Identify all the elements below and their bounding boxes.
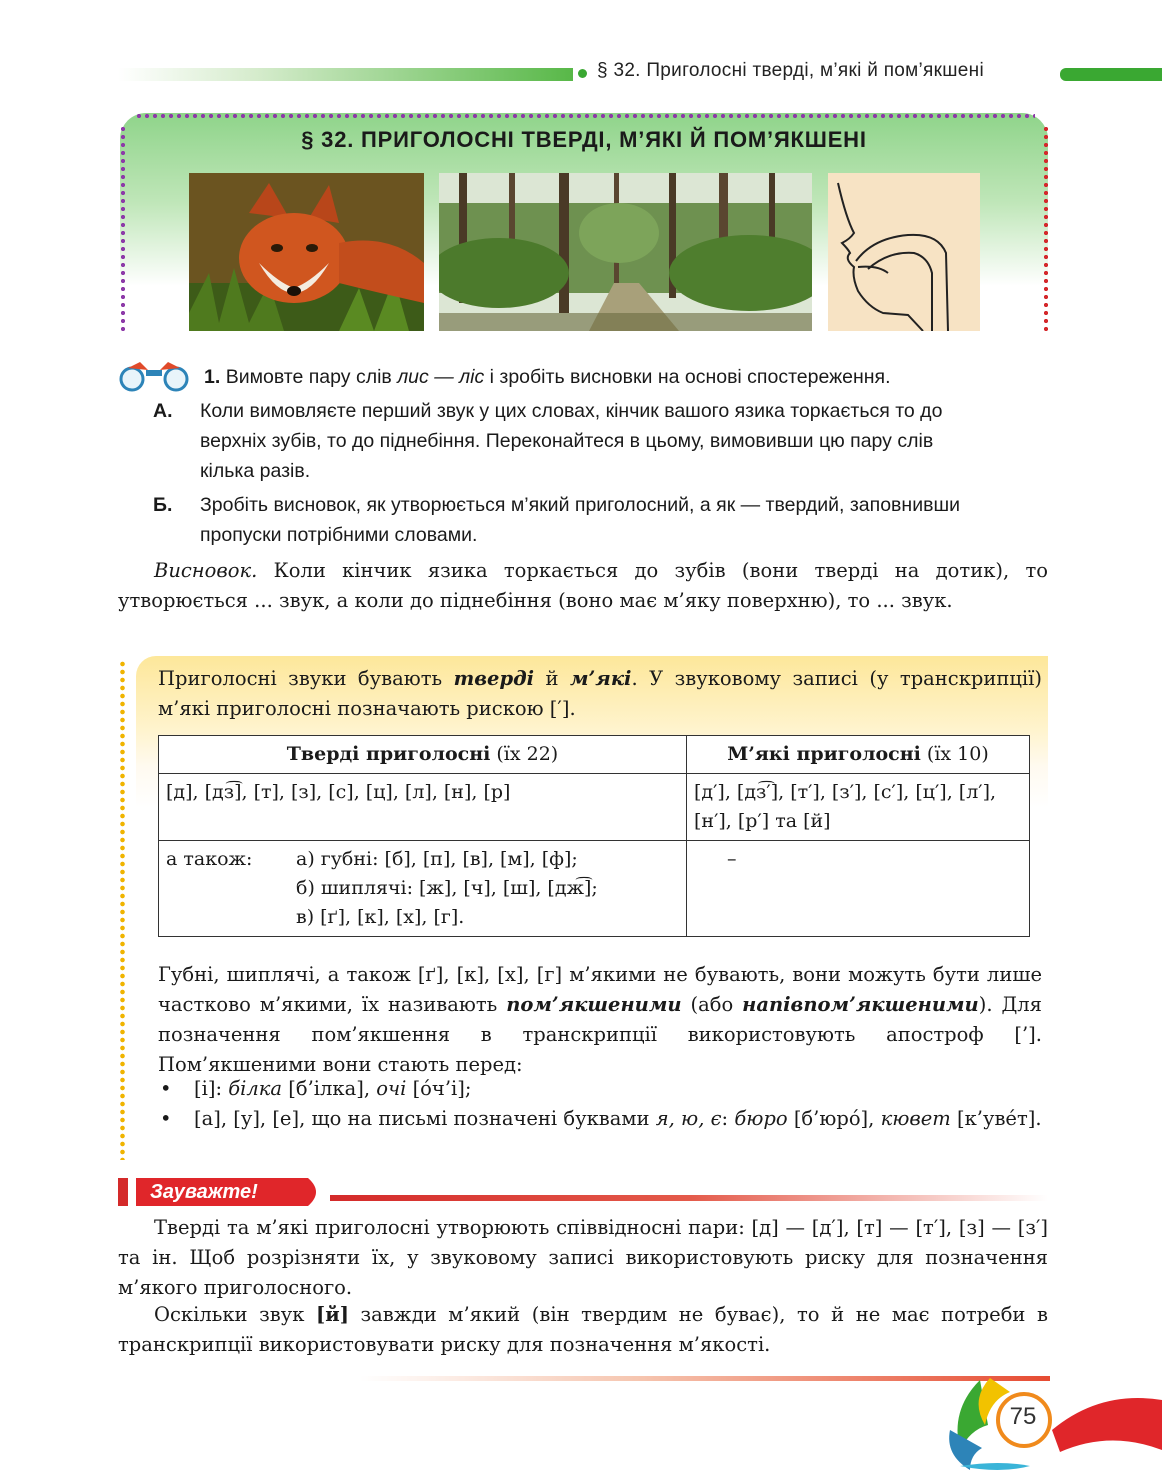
example-word: очі	[376, 1077, 407, 1100]
exercise-intro-text-2: і зробіть висновки на основі спостереження.	[489, 366, 891, 388]
bullet2-sounds: [а], [у], [е], що на письмі позначені буквами	[194, 1107, 650, 1130]
exercise-number: 1.	[204, 366, 221, 388]
hard-consonants-list: [д], [дз͡], [т], [з], [с], [ц], [л], [н], [р]	[159, 774, 687, 841]
also-consonants-cell	[159, 841, 687, 937]
exercise-1-intro	[204, 362, 891, 392]
running-header: § 32. Приголосні тверді, м’які й пом’якшені	[597, 60, 984, 81]
rule-intro-text: Приголосні звуки бувають	[158, 667, 443, 690]
header-decor-bar-right	[1060, 68, 1162, 81]
conclusion-paragraph	[118, 556, 1048, 616]
exercise-intro-text: Вимовте пару слів	[225, 366, 392, 388]
soft-consonants-header	[687, 736, 1030, 774]
note-paragraph-1: Тверді та м’які приголосні утворюють співвідносні пари: [д] — [д′], [т] — [т′], [з] — [з′] та ін. Щоб розрізняти їх, у звуковому записі використовують риску для позначення м’якого приголосного.	[118, 1216, 1048, 1299]
header-bullet-dot	[578, 69, 587, 78]
consonants-table	[158, 735, 1030, 937]
velar-consonants: в) [ґ], [к], [х], [г].	[296, 906, 465, 928]
term-hard: тверді	[453, 667, 535, 690]
title-panel-dotted-border-left	[121, 125, 125, 335]
table-row	[159, 841, 1030, 937]
binoculars-icon	[118, 360, 190, 392]
also-label: а також:	[166, 848, 253, 870]
rule-text-1: Губні, шиплячі, а також [ґ], [к], [х], [г] м’якими не бувають, вони можуть бути лише частково м’якими, їх називають	[158, 963, 1042, 1016]
table-header-row	[159, 736, 1030, 774]
note-divider	[330, 1195, 1048, 1201]
rule-intro-text-2: . У звуковому записі (у транскрипції) м’які приголосні позначають рискою [′].	[158, 667, 1043, 720]
colon: :	[721, 1107, 729, 1130]
soft-consonants-list: [д′], [дз͡′], [т′], [з′], [с′], [ц′], [л′], [н′], [р′] та [й]	[687, 774, 1030, 841]
section-title: § 32. ПРИГОЛОСНІ ТВЕРДІ, М’ЯКІ Й ПОМ’ЯКШЕНІ	[301, 127, 867, 152]
labial-consonants: а) губні: [б], [п], [в], [м], [ф];	[296, 848, 578, 870]
bullet-dot: •	[160, 1077, 172, 1100]
bullet-dot: •	[160, 1107, 172, 1130]
hard-consonants-header	[159, 736, 687, 774]
rule-intro	[158, 664, 1042, 724]
exercise-words: лис — ліс	[397, 366, 485, 388]
note-label: Зауважте!	[150, 1181, 258, 1203]
rule-text-3: ). Для позначення пом’якшення в транскрипції використовують апостроф [’]. Пом’якшеними вони стають перед:	[158, 993, 1042, 1076]
task-b-text: Зробіть висновок, як утворюється м’який приголосний, а як — твердий, заповнивши пропуски потрібними словами.	[200, 494, 960, 546]
rule-text-2: (або	[690, 993, 734, 1016]
conclusion-text: Коли кінчик язика торкається до зубів (вони тверді на дотик), то утворюється ... звук, а коли до піднебіння (воно має м’яку поверхню), то ... звук.	[118, 559, 1049, 612]
example-transcription: [б’юрó],	[793, 1107, 875, 1130]
conclusion-label: Висновок.	[154, 559, 258, 582]
note-p2-text: Оскільки звук	[154, 1303, 305, 1326]
note-p2-text-2: завжди м’який (він твердим не буває), то й не має потреби в транскрипції використовувати риску для позначення м’якості.	[118, 1303, 1049, 1356]
fox-photo	[189, 173, 424, 331]
task-b-label: Б.	[153, 494, 173, 516]
soft-header-label: М’які приголосні	[727, 743, 921, 765]
header-decor-bar	[118, 68, 573, 81]
table-row	[159, 774, 1030, 841]
mouth-profile-diagram	[828, 173, 980, 331]
task-a-text: Коли вимовляєте перший звук у цих словах, кінчик вашого язика торкається то до верхніх зубів, то до піднебіння. Переконайтеся в цьому, вимовивши цю пару слів кілька разів.	[200, 400, 943, 482]
sibilant-consonants: б) шиплячі: [ж], [ч], [ш], [дж͡];	[296, 877, 598, 899]
example-transcription: [к’увéт].	[956, 1107, 1042, 1130]
note-paragraph-2	[118, 1300, 1048, 1360]
term-softened: пом’якшеними	[506, 993, 682, 1016]
example-word: кювет	[880, 1107, 951, 1130]
page-number-decoration	[940, 1370, 1162, 1474]
softened-rule-text	[158, 960, 1042, 1080]
title-panel-dotted-border	[135, 114, 1035, 118]
page-number: 75	[1009, 1403, 1037, 1430]
forest-photo	[439, 173, 812, 331]
dash: –	[727, 848, 737, 870]
example-word: бюро	[734, 1107, 788, 1130]
hard-count: (їх 22)	[496, 743, 559, 765]
title-panel-dotted-border-right	[1044, 125, 1048, 335]
example-transcription: [óч’і];	[412, 1077, 472, 1100]
term-half-softened: напівпом’якшеними	[742, 993, 979, 1016]
soft-empty-cell	[687, 841, 1030, 937]
hard-header-label: Тверді приголосні	[286, 743, 491, 765]
task-a-label: А.	[153, 400, 173, 422]
rule-and: й	[545, 667, 559, 690]
example-word: білка	[228, 1077, 283, 1100]
letters: я, ю, є	[655, 1107, 722, 1130]
soft-count: (їх 10)	[926, 743, 989, 765]
term-soft: м’які	[569, 667, 632, 690]
sound-y: [й]	[316, 1303, 349, 1326]
bullet1-sound: [і]:	[194, 1077, 223, 1100]
list-item	[158, 1074, 1042, 1104]
example-transcription: [б’ілка],	[288, 1077, 371, 1100]
list-item	[158, 1104, 1042, 1134]
rule-box-dotted-border	[120, 660, 125, 1160]
